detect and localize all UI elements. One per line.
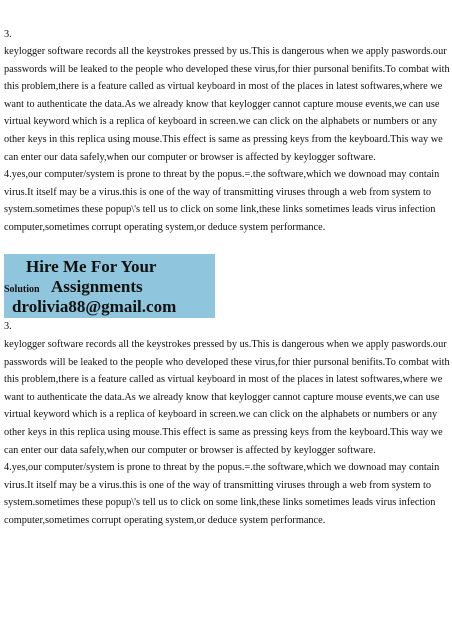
banner-headline: Hire Me For Your <box>26 257 157 276</box>
section-number-1: 3. <box>4 29 12 40</box>
paragraph-popups-repeat: 4.yes,our computer/system is prone to threat by the popus.=.the software,which we downoad may contain virus.It itself may be a virus.this is one of the way of transmitting viruses through a web from system to system.sometimes these popup\'s tell us to click on some link,these links sometimes leads virus infection computer,sometimes corrupt operating system,or deduce system performance. <box>4 462 440 526</box>
document-body-1 <box>4 43 450 237</box>
promo-banner <box>4 254 215 318</box>
section-number-2: 3. <box>4 321 12 332</box>
banner-solution-label: Solution <box>4 284 40 295</box>
paragraph-popups: 4.yes,our computer/system is prone to threat by the popus.=.the software,which we downoad may contain virus.It itself may be a virus.this is one of the way of transmitting viruses through a web from system to system.sometimes these popup\'s tell us to click on some link,these links sometimes leads virus infection computer,sometimes corrupt operating system,or deduce system performance. <box>4 169 440 233</box>
paragraph-keylogger-repeat: keylogger software records all the keystrokes pressed by us.This is dangerous when we apply paswords.our passwords will be leaked to the people who developed these virus,for thier pursonal benifits.To combat with this problem,there is a feature called as virtual keyboard in most of the places in latest softwares,where we want to authenticate the data.As we already know that keylogger cannot capture mouse events,we can use virtual keyword which is a replica of keyboard in screen.we can click on the alphabets or numbers or any other keys in this replica using mouse.This effect is same as pressing keys from the keyboard.This way we can enter our data safely,when our computer or browser is affected by keylogger software. <box>4 339 450 456</box>
banner-assignments: Assignments <box>51 277 143 296</box>
banner-email[interactable]: drolivia88@gmail.com <box>12 297 177 316</box>
paragraph-keylogger: keylogger software records all the keystrokes pressed by us.This is dangerous when we apply paswords.our passwords will be leaked to the people who developed these virus,for thier pursonal benifits.To combat with this problem,there is a feature called as virtual keyboard in most of the places in latest softwares,where we want to authenticate the data.As we already know that keylogger cannot capture mouse events,we can use virtual keyword which is a replica of keyboard in screen.we can click on the alphabets or numbers or any other keys in this replica using mouse.This effect is same as pressing keys from the keyboard.This way we can enter our data safely,when our computer or browser is affected by keylogger software. <box>4 46 450 163</box>
document-body-2 <box>4 336 450 530</box>
